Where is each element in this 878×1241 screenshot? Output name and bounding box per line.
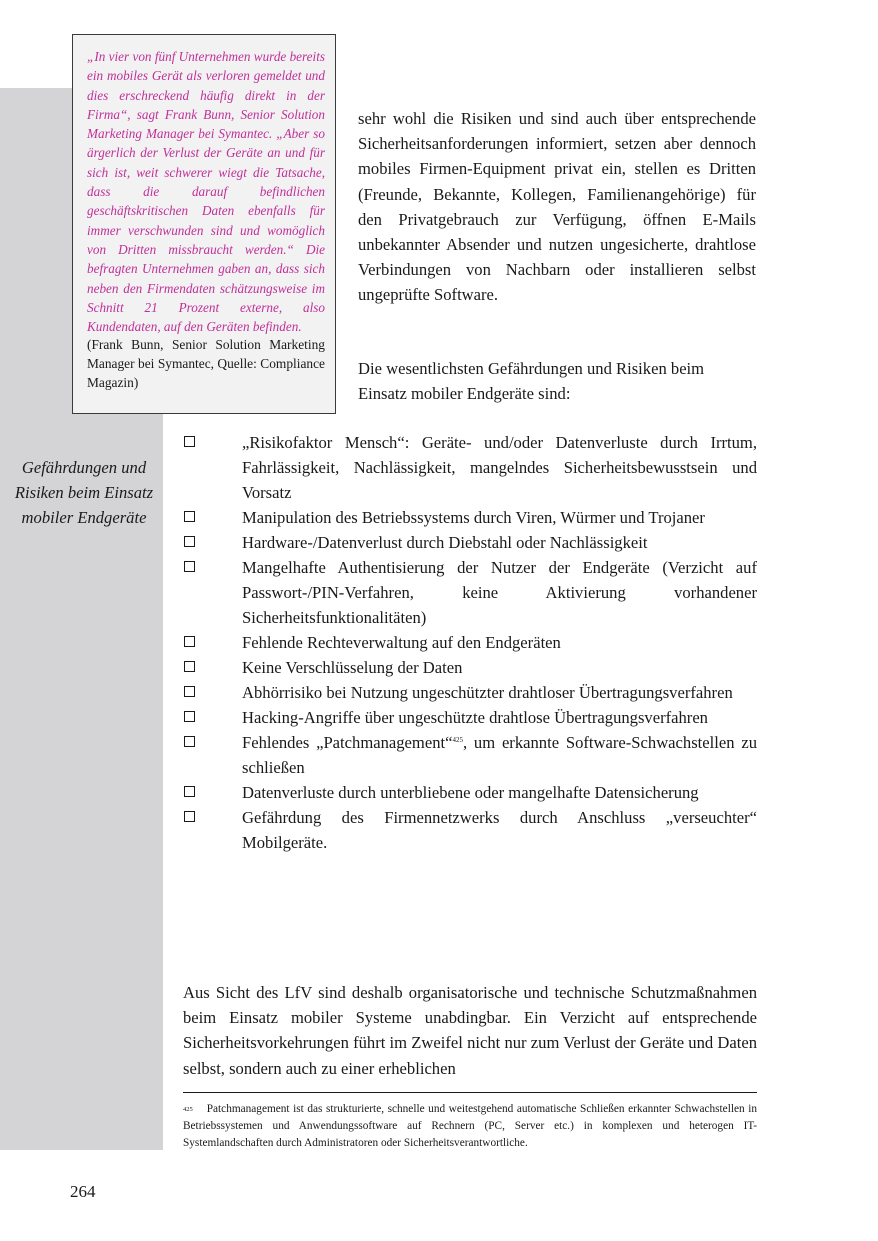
list-item-text: Fehlendes „Patchmanagement“: [242, 733, 453, 752]
checkbox-icon: [184, 636, 195, 647]
checkbox-icon: [184, 511, 195, 522]
checkbox-icon: [184, 811, 195, 822]
list-item-text: Datenverluste durch unterbliebene oder mangelhafte Datensicherung: [242, 783, 699, 802]
list-item: [183, 430, 757, 505]
checkbox-icon: [184, 536, 195, 547]
quote-source: (Frank Bunn, Senior Solution Marketing Manager bei Symantec, Quelle: Compliance Magazin): [87, 337, 325, 391]
list-item-text: Hacking-Angriffe über ungeschützte drahtlose Übertragungsverfahren: [242, 708, 708, 727]
list-item-text: Hardware-/Datenverlust durch Diebstahl oder Nachlässigkeit: [242, 533, 648, 552]
sidebar-heading: Gefährdungen und Risiken beim Einsatz mobiler Endgeräte: [14, 458, 154, 527]
list-item: [183, 505, 757, 530]
footnote: [183, 1101, 757, 1152]
page-number: 264: [70, 1182, 96, 1201]
footnote-reference[interactable]: 425: [452, 736, 463, 744]
risk-list: [183, 430, 757, 855]
checkbox-icon: [184, 711, 195, 722]
list-item: [183, 705, 757, 730]
checkbox-icon: [184, 786, 195, 797]
footnote-number: 425: [183, 1106, 193, 1113]
list-item-text: Keine Verschlüsselung der Daten: [242, 658, 463, 677]
list-item-text: „Risikofaktor Mensch“: Geräte- und/oder Datenverluste durch Irrtum, Fahrlässigkeit, Nachlässigkeit, mangelndes Sicherheitsbewusstsein und Vorsatz: [242, 433, 757, 502]
list-item: [183, 780, 757, 805]
list-item: [183, 730, 757, 780]
list-item: [183, 630, 757, 655]
checkbox-icon: [184, 661, 195, 672]
list-item-text: Mangelhafte Authentisierung der Nutzer der Endgeräte (Verzicht auf Passwort-/PIN-Verfahren, keine Aktivierung vorhandener Sicherheitsfunktionalitäten): [242, 558, 757, 627]
list-item: [183, 530, 757, 555]
footnote-divider: [183, 1092, 757, 1093]
list-item: [183, 555, 757, 630]
checkbox-icon: [184, 736, 195, 747]
list-item: [183, 680, 757, 705]
list-item: [183, 655, 757, 680]
quote-box: [72, 34, 336, 414]
list-item-text: Gefährdung des Firmennetzwerks durch Anschluss „verseuchter“ Mobilgeräte.: [242, 808, 757, 852]
checkbox-icon: [184, 561, 195, 572]
quote-text: „In vier von fünf Unternehmen wurde bereits ein mobiles Gerät als verloren gemeldet und dies erschreckend häufig direkt in der Firma“, sagt Frank Bunn, Senior Solution Marketing Manager bei Symantec. „Aber so ärgerlich der Verlust der Geräte an und für sich ist, weit schwerer wiegt die Tatsache, dass die darauf befindlichen geschäftskritischen Daten ebenfalls für immer verschwunden sind und womöglich von Dritten missbraucht werden.“ Die befragten Unternehmen gaben an, dass sich neben den Firmendaten schätzungsweise im Schnitt 21 Prozent externe, also Kundendaten, auf den Geräten befinden.: [87, 49, 325, 335]
list-item: [183, 805, 757, 855]
checkbox-icon: [184, 686, 195, 697]
checkbox-icon: [184, 436, 195, 447]
list-item-text: Manipulation des Betriebssystems durch Viren, Würmer und Trojaner: [242, 508, 705, 527]
list-intro: Die wesentlichsten Gefährdungen und Risiken beim Einsatz mobiler Endgeräte sind:: [358, 359, 705, 404]
intro-paragraph: sehr wohl die Risiken und sind auch über entsprechende Sicherheitsanforderungen informiert, setzen aber dennoch mobiles Firmen-Equipment privat ein, stellen es Dritten (Freunde, Bekannte, Kollegen, Familienangehörige) für den Privatgebrauch zur Verfügung, öffnen E-Mails unbekannter Absender und nutzen ungesicherte, drahtlose Verbindungen von Nachbarn oder installieren selbst ungeprüfte Software.: [358, 109, 756, 305]
list-item-text: Abhörrisiko bei Nutzung ungeschützter drahtloser Übertragungsverfahren: [242, 683, 733, 702]
list-item-text: Fehlende Rechteverwaltung auf den Endgeräten: [242, 633, 561, 652]
footnote-text: Patchmanagement ist das strukturierte, schnelle und weitestgehend automatische Schließen erkannter Schwachstellen in Betriebssystemen und Anwendungssoftware auf Rechnern (PC, Server etc.) in komplexen und heterogen IT-Systemlandschaften durch Administratoren oder Sicherheitsverantwortliche.: [183, 1103, 757, 1149]
closing-paragraph: Aus Sicht des LfV sind deshalb organisatorische und technische Schutzmaßnahmen beim Einsatz mobiler Systeme unabdingbar. Ein Verzicht auf entsprechende Sicherheitsvorkehrungen führt im Zweifel nicht nur zum Verlust der Geräte und Daten selbst, sondern auch zu einer erheblichen: [183, 983, 757, 1078]
list-item-text-continued: , um erkannte Software-Schwachstellen zu schließen: [242, 733, 757, 777]
